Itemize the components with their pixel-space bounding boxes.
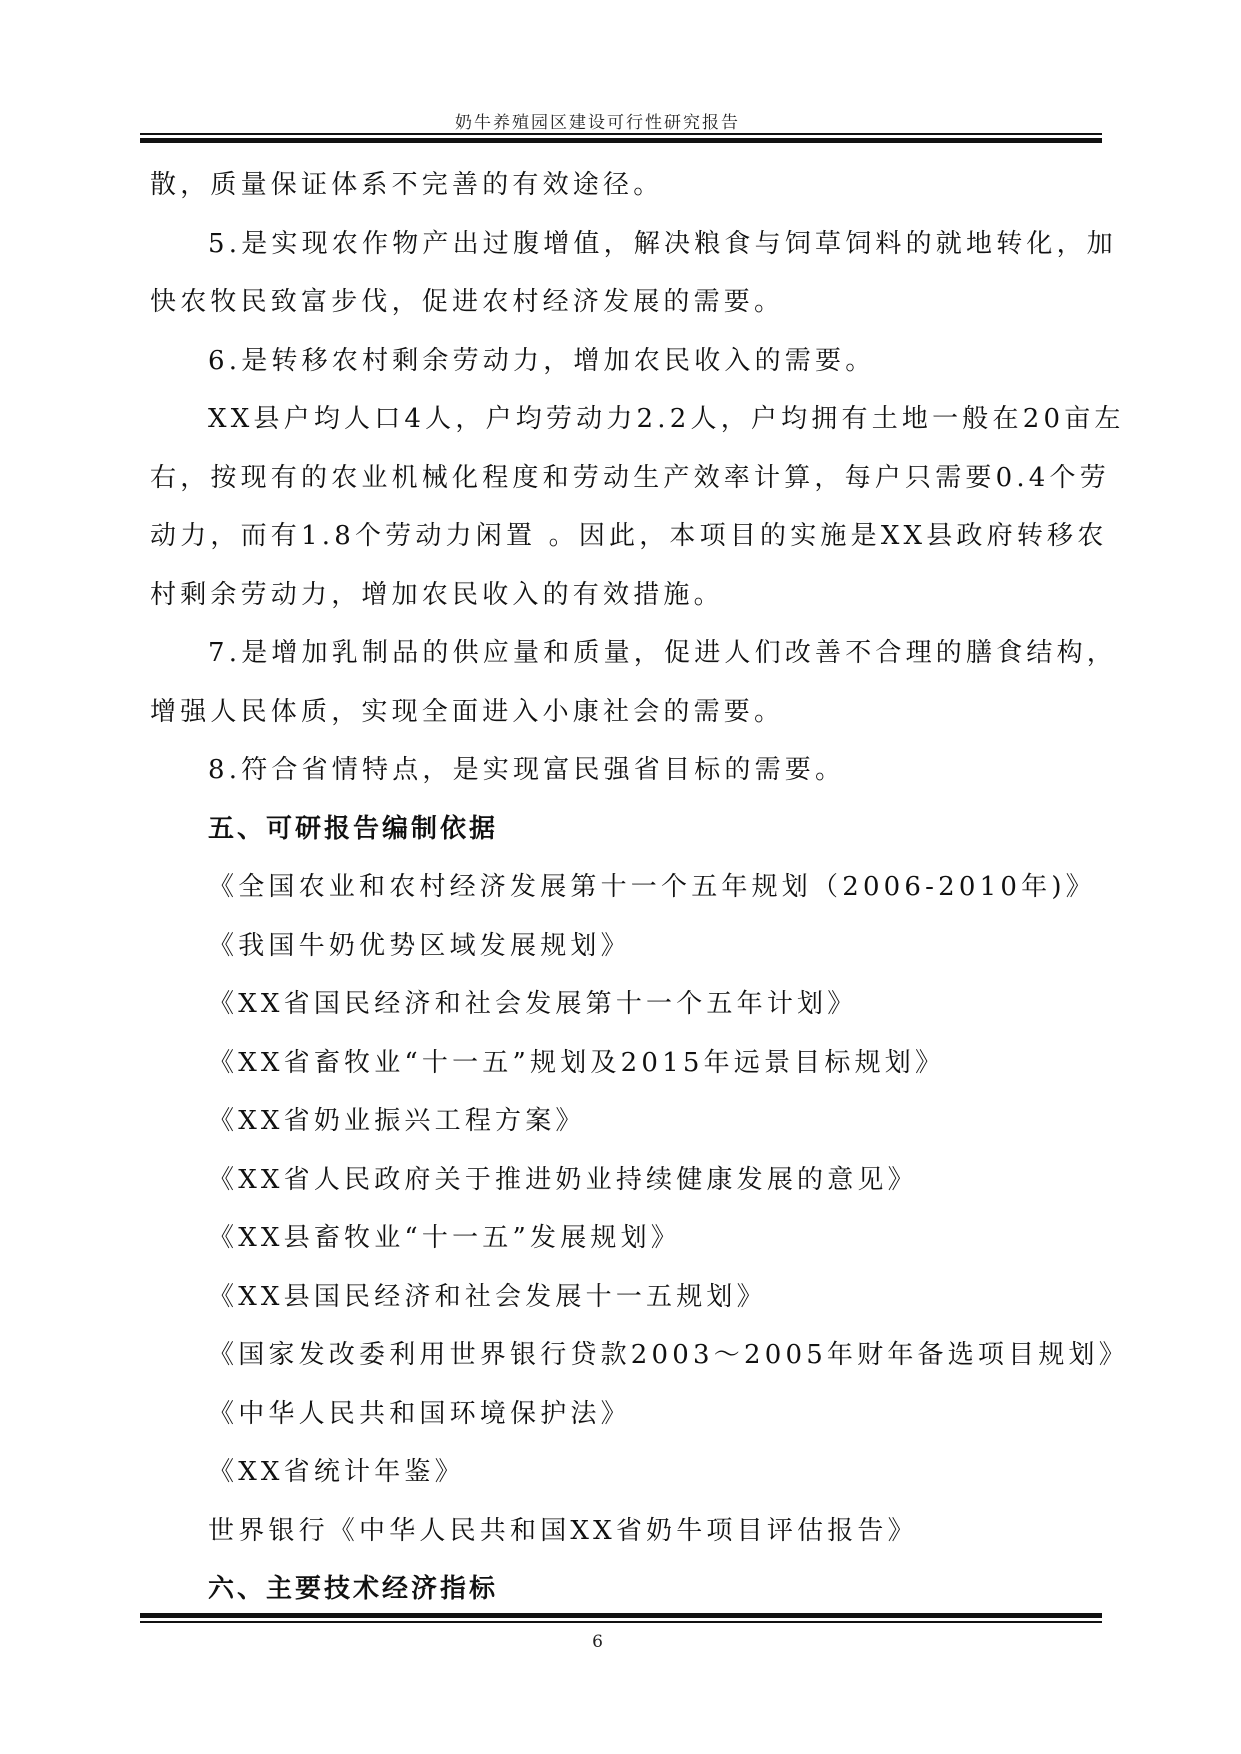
text-line: 《XX省统计年鉴》 <box>208 1457 465 1487</box>
text-line: 动力，而有1.8个劳动力闲置 。因此，本项目的实施是XX县政府转移农 <box>150 521 1108 551</box>
text-line: XX县户均人口4人，户均劳动力2.2人，户均拥有土地一般在20亩左 <box>208 404 1125 434</box>
text-line: 《XX省畜牧业“十一五”规划及2015年远景目标规划》 <box>208 1047 946 1078</box>
text-line: 《XX省奶业振兴工程方案》 <box>208 1106 586 1136</box>
header-rule-thick <box>140 138 1102 143</box>
text-line: 《XX县国民经济和社会发展十一五规划》 <box>208 1281 767 1312</box>
text-line: 6.是转移农村剩余劳动力，增加农民收入的需要。 <box>208 345 876 376</box>
text-line: 《XX省国民经济和社会发展第十一个五年计划》 <box>208 989 858 1019</box>
text-line: 7.是增加乳制品的供应量和质量，促进人们改善不合理的膳食结构， <box>208 638 1118 668</box>
running-header-title: 奶牛养殖园区建设可行性研究报告 <box>455 113 740 133</box>
text-line: 村剩余劳动力，增加农民收入的有效措施。 <box>150 579 724 610</box>
text-line: 5.是实现农作物产出过腹增值，解决粮食与饲草饲料的就地转化，加 <box>208 228 1118 259</box>
text-line: 《我国牛奶优势区域发展规划》 <box>208 930 631 961</box>
text-line: 快农牧民致富步伐，促进农村经济发展的需要。 <box>150 287 785 317</box>
text-line: 右，按现有的农业机械化程度和劳动生产效率计算，每户只需要0.4个劳 <box>150 462 1110 493</box>
text-line: 散，质量保证体系不完善的有效途径。 <box>150 170 664 200</box>
text-line: 《XX省人民政府关于推进奶业持续健康发展的意见》 <box>208 1164 918 1195</box>
header-rule-thin <box>140 133 1102 135</box>
section-heading: 五、可研报告编制依据 <box>208 813 499 844</box>
body-text <box>150 156 1129 1619</box>
footer-rule-thin <box>140 1621 1102 1623</box>
text-line: 《中华人民共和国环境保护法》 <box>208 1398 631 1429</box>
text-line: 8.符合省情特点，是实现富民强省目标的需要。 <box>208 755 846 785</box>
text-line: 世界银行《中华人民共和国XX省奶牛项目评估报告》 <box>208 1515 918 1546</box>
footer-rule-thick <box>140 1613 1102 1618</box>
text-line: 增强人民体质，实现全面进入小康社会的需要。 <box>150 696 785 727</box>
text-line: 《XX县畜牧业“十一五”发展规划》 <box>208 1223 682 1253</box>
section-heading: 六、主要技术经济指标 <box>208 1574 499 1604</box>
text-line: 《全国农业和农村经济发展第十一个五年规划（2006-2010年)》 <box>208 872 1096 902</box>
page-number: 6 <box>592 1632 603 1652</box>
text-line: 《国家发改委利用世界银行贷款2003～2005年财年备选项目规划》 <box>208 1340 1129 1370</box>
